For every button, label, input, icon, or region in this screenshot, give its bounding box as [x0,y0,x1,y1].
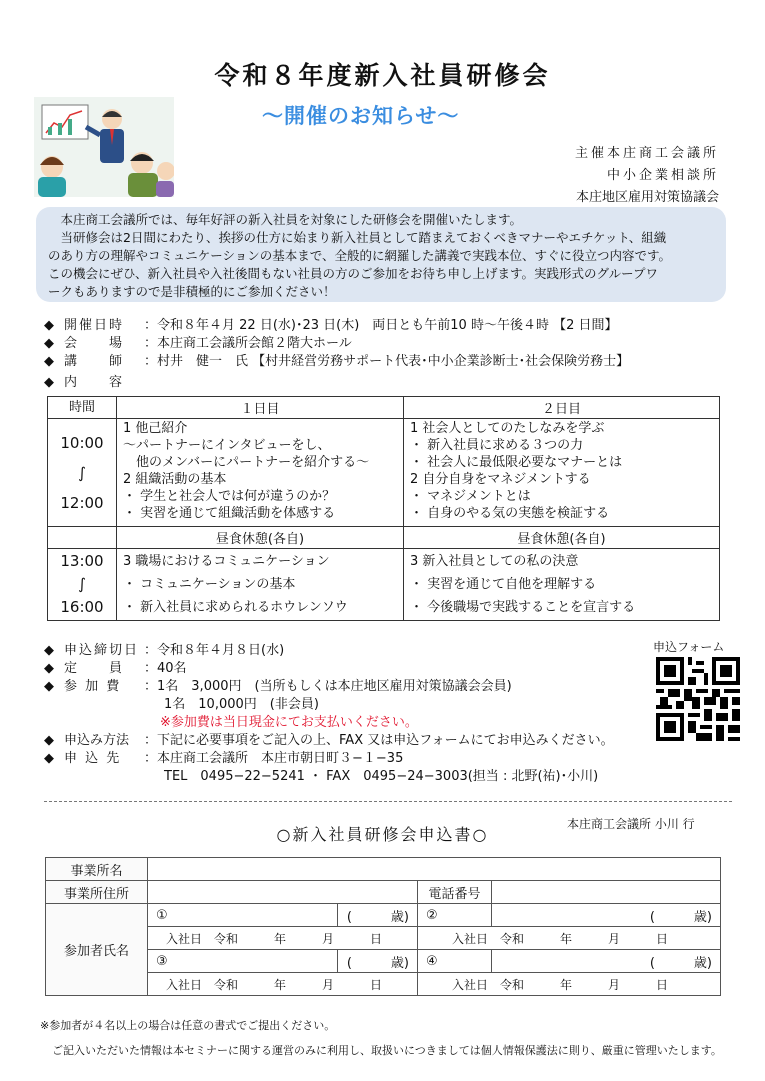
schedule-item: 2 自分自身をマネジメントする [410,472,591,487]
form-title: ○新入社員研修会申込書○ [276,825,489,844]
schedule-item: 2 組織活動の基本 [123,472,227,487]
page-subtitle: ～開催のお知らせ～ [262,104,460,128]
time-label: 13:00 [60,552,104,570]
diamond-icon: ◆ [44,661,54,676]
schedule-item: ・ 自身のやる気の実態を検証する [410,506,610,521]
qr-label: 申込フォーム [653,640,725,654]
business-address-field[interactable] [148,881,418,904]
schedule-item: ・ 学生と社会人では何が違うのか？ [123,489,336,504]
participant-slot[interactable]: ② [418,904,492,927]
diamond-icon: ◆ [44,318,54,333]
application-form-table [45,857,721,996]
detail-row: 1名 10,000円 (非会員) [164,697,319,712]
diamond-icon: ◆ [44,354,54,369]
schedule-header-day2: ２日目 [404,397,720,419]
schedule-item: ・ 実習を通じて自他を理解する [410,577,597,592]
diamond-icon: ◆ [44,336,54,351]
organizer-line: 中小企業相談所 [606,168,719,183]
schedule-item: ～パートナーにインタビューをし、 [123,438,331,453]
join-date-field[interactable]: 入社日 令和 年 月 日 [418,973,721,996]
fee-note: ※参加費は当日現金にてお支払いください。 [160,715,418,730]
contact-line: TEL 0495−22−5241 ・ FAX 0495−24−3003(担当 : 北野(祐)･小川) [164,769,599,784]
detail-row: ◆ 講 師 ：村井 健一 氏 【村井経営労務サポート代表･中小企業診断士･社会保険労務士】 [44,354,630,369]
participant-slot[interactable]: ④ [418,950,492,973]
participant-age[interactable]: ( 歳) [338,904,418,927]
participant-age[interactable]: ( 歳) [492,904,721,927]
phone-label: 電話番号 [418,881,492,904]
schedule-item: 3 新入社員としての私の決意 [410,554,579,569]
time-label: 10:00 [60,433,104,452]
business-address-label: 事業所住所 [46,881,148,904]
intro-line: 本庄商工会議所では、毎年好評の新入社員を対象にした研修会を開催いたします。 [48,212,523,227]
schedule-item: ・ 新入社員に求める３つの力 [410,438,584,453]
schedule-table [47,396,720,621]
intro-line: のあり方の理解やコミュニケーションの基本まで、全般的に網羅した講義で実践本位、すぐに役立つ内容です。 [48,248,672,263]
page-title: 令和８年度新入社員研修会 [214,61,551,90]
participant-age[interactable]: ( 歳) [338,950,418,973]
training-illustration-icon [34,97,174,197]
detail-row: ◆ 定 員 ：40名 [44,661,187,676]
diamond-icon: ◆ [44,751,54,766]
intro-line: この機会にぜひ、新入社員や入社後間もない社員の方のご参加をお待ち申し上げます。実践形式のグループワ [48,266,659,281]
detail-row: ◆ 参 加 費 ：1名 3,000円 (当所もしくは本庄地区雇用対策協議会会員) [44,679,512,694]
schedule-item: ・ マネジメントとは [410,489,531,504]
lunch-break-day1: 昼食休憩(各自) [117,527,404,549]
diamond-icon: ◆ [44,375,54,390]
participant-slot[interactable]: ① [148,904,338,927]
join-date-field[interactable]: 入社日 令和 年 月 日 [418,927,721,950]
participant-age[interactable]: ( 歳) [492,950,721,973]
intro-box [36,207,726,302]
diamond-icon: ◆ [44,679,54,694]
schedule-item: 1 他己紹介 [123,421,188,436]
schedule-item: 他のメンバーにパートナーを紹介する～ [123,455,370,470]
detail-row: ◆ 申込み方法 ：下記に必要事項をご記入の上、FAX 又は申込フォームにてお申込みください。 [44,733,614,748]
schedule-item: ・ 実習を通じて組織活動を体感する [123,506,336,521]
time-label: ∫ [78,463,86,482]
schedule-item: ・ 新入社員に求められるホウレンソウ [123,600,348,615]
schedule-item: 1 社会人としてのたしなみを学ぶ [410,421,605,436]
diamond-icon: ◆ [44,643,54,658]
qr-code-icon[interactable] [656,657,740,741]
time-label: 16:00 [60,598,104,616]
privacy-note: ご記入いただいた情報は本セミナーに関する運営のみに利用し、取扱いにつきましては個人情報保護法に則り、厳重に管理いたします。 [52,1044,722,1057]
participants-label: 参加者氏名 [46,904,148,996]
business-name-field[interactable] [148,858,721,881]
business-name-label: 事業所名 [46,858,148,881]
detail-row: ◆ 申 込 先 ：本庄商工会議所 本庄市朝日町３−１−35 [44,751,404,766]
schedule-header-day1: １日目 [117,397,404,419]
intro-line: 当研修会は2日間にわたり、挨拶の仕方に始まり新入社員として踏まえておくべきマナーやエチケット、組織 [48,230,667,245]
time-label: 12:00 [60,493,104,512]
organizer-line: 主催本庄商工会議所 [574,146,719,161]
intro-line: ークもありますので是非積極的にご参加ください！ [48,284,336,299]
phone-field[interactable] [492,881,721,904]
schedule-item: ・ コミュニケーションの基本 [123,577,296,592]
detail-row: ◆ 開催日時 ：令和８年４月 22 日(水)･23 日(木) 両日とも午前10 時～午後４時 【2 日間】 [44,318,618,333]
cut-line [44,801,732,802]
participant-slot[interactable]: ③ [148,950,338,973]
diamond-icon: ◆ [44,733,54,748]
detail-row: ◆ 申込締切日 ：令和８年４月８日(水) [44,643,285,658]
organizer-line: 本庄地区雇用対策協議会 [575,190,719,205]
join-date-field[interactable]: 入社日 令和 年 月 日 [148,973,418,996]
join-date-field[interactable]: 入社日 令和 年 月 日 [148,927,418,950]
schedule-item: ・ 社会人に最低限必要なマナーとは [410,455,623,470]
time-label: ∫ [78,575,86,593]
schedule-item: 3 職場におけるコミュニケーション [123,554,330,569]
detail-row: ◆ 内 容 [44,375,125,390]
lunch-break-day2: 昼食休憩(各自) [404,527,720,549]
footnote: ※参加者が４名以上の場合は任意の書式でご提出ください。 [40,1019,336,1032]
schedule-item: ・ 今後職場で実践することを宣言する [410,600,636,615]
form-recipient: 本庄商工会議所 小川 行 [567,817,695,831]
detail-row: ◆ 会 場 ：本庄商工会議所会館２階大ホール [44,336,352,351]
schedule-header-time: 時間 [48,397,117,419]
